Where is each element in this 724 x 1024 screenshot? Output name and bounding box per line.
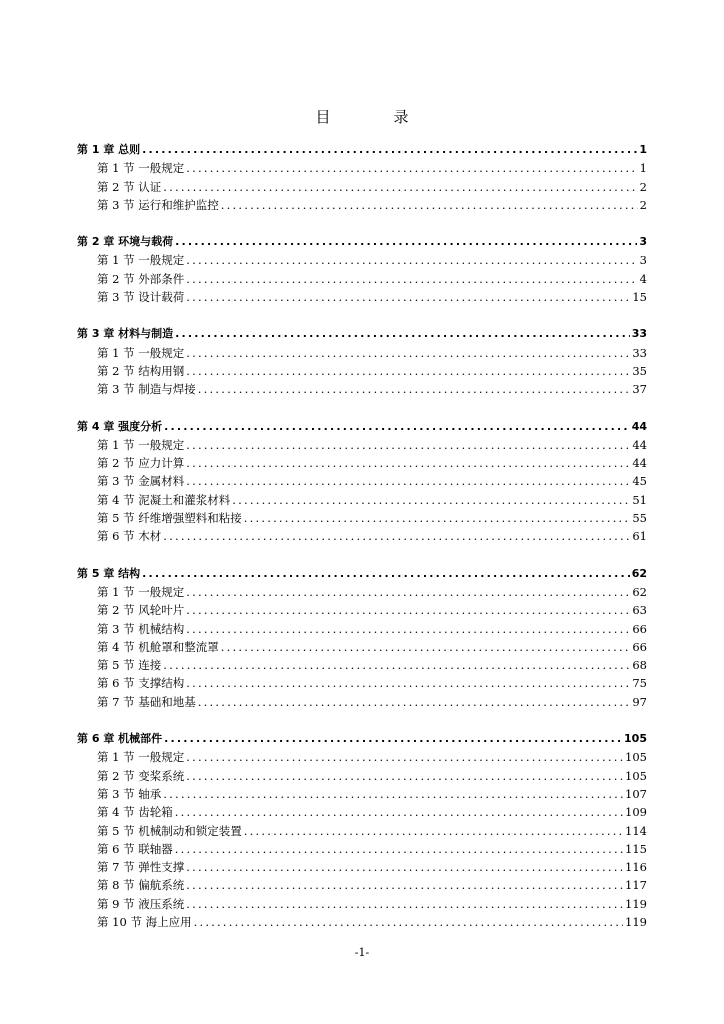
dot-leader <box>175 233 637 251</box>
toc-section-entry-page-number: 109 <box>625 805 647 820</box>
dot-leader <box>163 785 623 803</box>
toc-section-entry-page-number: 3 <box>639 253 647 268</box>
dot-leader <box>163 178 637 196</box>
toc-chapter <box>77 418 647 546</box>
toc-section-entry-page-number: 75 <box>632 676 647 691</box>
toc-section-entry[interactable] <box>77 196 647 214</box>
dot-leader <box>186 583 630 601</box>
dot-leader <box>186 748 623 766</box>
dot-leader <box>142 141 637 159</box>
toc-section-entry-page-number: 105 <box>625 750 647 765</box>
toc-section-entry-label: 第 5 节 连接 <box>97 658 162 673</box>
toc-chapter-entry-label: 第 5 章 结构 <box>77 566 141 580</box>
toc-section-entry[interactable] <box>77 344 647 362</box>
toc-section-entry-label: 第 2 节 认证 <box>97 179 162 194</box>
toc-section-entry-label: 第 4 节 机舱罩和整流罩 <box>97 639 219 654</box>
toc-section-entry[interactable] <box>77 601 647 619</box>
toc-chapter <box>77 565 647 711</box>
toc-section-entry-label: 第 1 节 一般规定 <box>97 437 185 452</box>
toc-section-entry-label: 第 3 节 制造与焊接 <box>97 382 196 397</box>
toc-section-entry-label: 第 8 节 偏航系统 <box>97 878 185 893</box>
toc-section-entry[interactable] <box>77 288 647 306</box>
toc-section-entry[interactable] <box>77 785 647 803</box>
toc-chapter-entry-label: 第 6 章 机械部件 <box>77 732 163 746</box>
toc-section-entry-page-number: 15 <box>632 290 647 305</box>
toc-section-entry-page-number: 62 <box>632 584 647 599</box>
toc-section-entry-label: 第 3 节 设计载荷 <box>97 290 185 305</box>
toc-chapter-entry-page-number: 3 <box>639 235 647 249</box>
toc-section-entry-label: 第 1 节 一般规定 <box>97 345 185 360</box>
toc-section-entry-page-number: 2 <box>639 197 647 212</box>
toc-section-entry[interactable] <box>77 362 647 380</box>
dot-leader <box>186 876 623 894</box>
table-of-contents <box>77 141 647 950</box>
dot-leader <box>244 509 631 527</box>
toc-section-entry-label: 第 10 节 海上应用 <box>97 914 192 929</box>
dot-leader <box>186 288 630 306</box>
toc-section-entry-page-number: 4 <box>639 271 647 286</box>
toc-section-entry[interactable] <box>77 436 647 454</box>
toc-chapter-entry-page-number: 62 <box>631 566 647 580</box>
toc-section-entry-page-number: 61 <box>632 529 647 544</box>
dot-leader <box>186 620 630 638</box>
dot-leader <box>186 436 630 454</box>
dot-leader <box>221 638 631 656</box>
toc-section-entry-label: 第 3 节 运行和维护监控 <box>97 197 219 212</box>
toc-chapter-entry[interactable] <box>77 325 647 343</box>
dot-leader <box>186 159 637 177</box>
toc-section-entry-page-number: 105 <box>625 768 647 783</box>
toc-chapter-entry-page-number: 1 <box>639 143 647 156</box>
dot-leader <box>186 767 623 785</box>
toc-section-entry-page-number: 1 <box>639 161 647 176</box>
toc-chapter-entry[interactable] <box>77 233 647 251</box>
toc-section-entry-label: 第 4 节 泥凝土和灌浆材料 <box>97 492 231 507</box>
toc-section-entry-page-number: 119 <box>625 914 647 929</box>
toc-section-entry-page-number: 63 <box>632 603 647 618</box>
toc-section-entry-label: 第 6 节 支撑结构 <box>97 676 185 691</box>
toc-section-entry-label: 第 3 节 金属材料 <box>97 474 185 489</box>
dot-leader <box>198 693 631 711</box>
toc-section-entry-label: 第 3 节 机械结构 <box>97 621 185 636</box>
toc-section-entry-label: 第 1 节 一般规定 <box>97 750 185 765</box>
dot-leader <box>221 196 638 214</box>
dot-leader <box>198 380 631 398</box>
toc-section-entry[interactable] <box>77 822 647 840</box>
toc-chapter-entry-label: 第 1 章 总则 <box>77 143 141 156</box>
toc-section-entry-page-number: 68 <box>632 658 647 673</box>
dot-leader <box>164 730 622 748</box>
toc-section-entry[interactable] <box>77 178 647 196</box>
dot-leader <box>186 270 637 288</box>
toc-section-entry-page-number: 55 <box>632 511 647 526</box>
toc-section-entry[interactable] <box>77 858 647 876</box>
toc-section-entry[interactable] <box>77 159 647 177</box>
toc-chapter-entry-page-number: 33 <box>631 327 647 341</box>
toc-section-entry-label: 第 7 节 弹性支撑 <box>97 860 185 875</box>
toc-section-entry-label: 第 2 节 外部条件 <box>97 271 185 286</box>
toc-section-entry[interactable] <box>77 251 647 269</box>
toc-section-entry-page-number: 44 <box>632 456 647 471</box>
toc-section-entry-label: 第 2 节 变桨系统 <box>97 768 185 783</box>
toc-section-entry-page-number: 119 <box>625 896 647 911</box>
toc-section-entry-page-number: 66 <box>632 639 647 654</box>
toc-section-entry[interactable] <box>77 620 647 638</box>
page-title: 目 录 <box>315 108 433 126</box>
toc-section-entry[interactable] <box>77 454 647 472</box>
dot-leader <box>186 601 630 619</box>
toc-section-entry-label: 第 9 节 液压系统 <box>97 896 185 911</box>
toc-section-entry[interactable] <box>77 803 647 821</box>
toc-section-entry[interactable] <box>77 472 647 490</box>
toc-section-entry[interactable] <box>77 583 647 601</box>
toc-section-entry-label: 第 1 节 一般规定 <box>97 161 185 176</box>
dot-leader <box>186 858 623 876</box>
dot-leader <box>186 472 630 490</box>
toc-section-entry-label: 第 1 节 一般规定 <box>97 253 185 268</box>
dot-leader <box>194 913 623 931</box>
toc-section-entry-label: 第 1 节 一般规定 <box>97 584 185 599</box>
toc-section-entry-page-number: 45 <box>632 474 647 489</box>
toc-section-entry-page-number: 51 <box>632 492 647 507</box>
toc-section-entry[interactable] <box>77 527 647 545</box>
toc-section-entry-label: 第 6 节 木材 <box>97 529 162 544</box>
toc-section-entry-page-number: 115 <box>625 841 647 856</box>
toc-section-entry-label: 第 6 节 联轴器 <box>97 841 173 856</box>
dot-leader <box>175 803 623 821</box>
dot-leader <box>163 527 630 545</box>
dot-leader <box>186 674 630 692</box>
toc-chapter-entry[interactable] <box>77 730 647 748</box>
dot-leader <box>186 895 623 913</box>
toc-section-entry[interactable] <box>77 913 647 931</box>
toc-section-entry[interactable] <box>77 840 647 858</box>
toc-chapter-entry[interactable] <box>77 418 647 436</box>
toc-section-entry-page-number: 107 <box>625 786 647 801</box>
toc-chapter-entry-page-number: 44 <box>631 419 647 433</box>
toc-section-entry[interactable] <box>77 380 647 398</box>
toc-section-entry[interactable] <box>77 895 647 913</box>
dot-leader <box>244 822 623 840</box>
toc-section-entry-label: 第 2 节 结构用钢 <box>97 363 185 378</box>
toc-section-entry[interactable] <box>77 674 647 692</box>
toc-section-entry-page-number: 2 <box>639 179 647 194</box>
dot-leader <box>186 344 630 362</box>
toc-section-entry-page-number: 97 <box>632 694 647 709</box>
toc-section-entry-label: 第 5 节 纤维增强塑料和粘接 <box>97 511 242 526</box>
toc-chapter-entry-label: 第 4 章 强度分析 <box>77 419 163 433</box>
toc-section-entry-label: 第 4 节 齿轮箱 <box>97 805 173 820</box>
dot-leader <box>186 251 637 269</box>
toc-section-entry[interactable] <box>77 638 647 656</box>
toc-section-entry-page-number: 37 <box>632 382 647 397</box>
toc-section-entry-label: 第 7 节 基础和地基 <box>97 694 196 709</box>
dot-leader <box>186 362 630 380</box>
toc-chapter-entry-page-number: 105 <box>624 732 647 746</box>
toc-section-entry[interactable] <box>77 748 647 766</box>
toc-chapter-entry[interactable] <box>77 565 647 583</box>
toc-section-entry[interactable] <box>77 876 647 894</box>
toc-chapter <box>77 325 647 398</box>
toc-chapter <box>77 141 647 214</box>
dot-leader <box>163 656 630 674</box>
toc-section-entry-page-number: 44 <box>632 437 647 452</box>
toc-chapter-entry-label: 第 3 章 材料与制造 <box>77 327 174 341</box>
page-number: -1- <box>354 946 370 959</box>
toc-section-entry-page-number: 117 <box>625 878 647 893</box>
toc-section-entry-page-number: 35 <box>632 363 647 378</box>
dot-leader <box>175 325 630 343</box>
toc-section-entry[interactable] <box>77 509 647 527</box>
dot-leader <box>175 840 623 858</box>
toc-chapter <box>77 233 647 306</box>
toc-section-entry[interactable] <box>77 656 647 674</box>
dot-leader <box>164 418 630 436</box>
toc-section-entry-label: 第 2 节 风轮叶片 <box>97 603 185 618</box>
dot-leader <box>142 565 630 583</box>
toc-section-entry[interactable] <box>77 693 647 711</box>
toc-chapter <box>77 730 647 931</box>
toc-section-entry-page-number: 116 <box>625 860 647 875</box>
toc-section-entry-label: 第 2 节 应力计算 <box>97 456 185 471</box>
toc-section-entry[interactable] <box>77 491 647 509</box>
toc-section-entry-label: 第 3 节 轴承 <box>97 786 162 801</box>
toc-section-entry-page-number: 66 <box>632 621 647 636</box>
toc-section-entry[interactable] <box>77 767 647 785</box>
toc-section-entry-label: 第 5 节 机械制动和锁定装置 <box>97 823 242 838</box>
dot-leader <box>186 454 630 472</box>
toc-section-entry-page-number: 33 <box>632 345 647 360</box>
toc-section-entry[interactable] <box>77 270 647 288</box>
toc-chapter-entry-label: 第 2 章 环境与载荷 <box>77 235 174 249</box>
toc-chapter-entry[interactable] <box>77 141 647 159</box>
dot-leader <box>232 491 630 509</box>
toc-section-entry-page-number: 114 <box>625 823 647 838</box>
